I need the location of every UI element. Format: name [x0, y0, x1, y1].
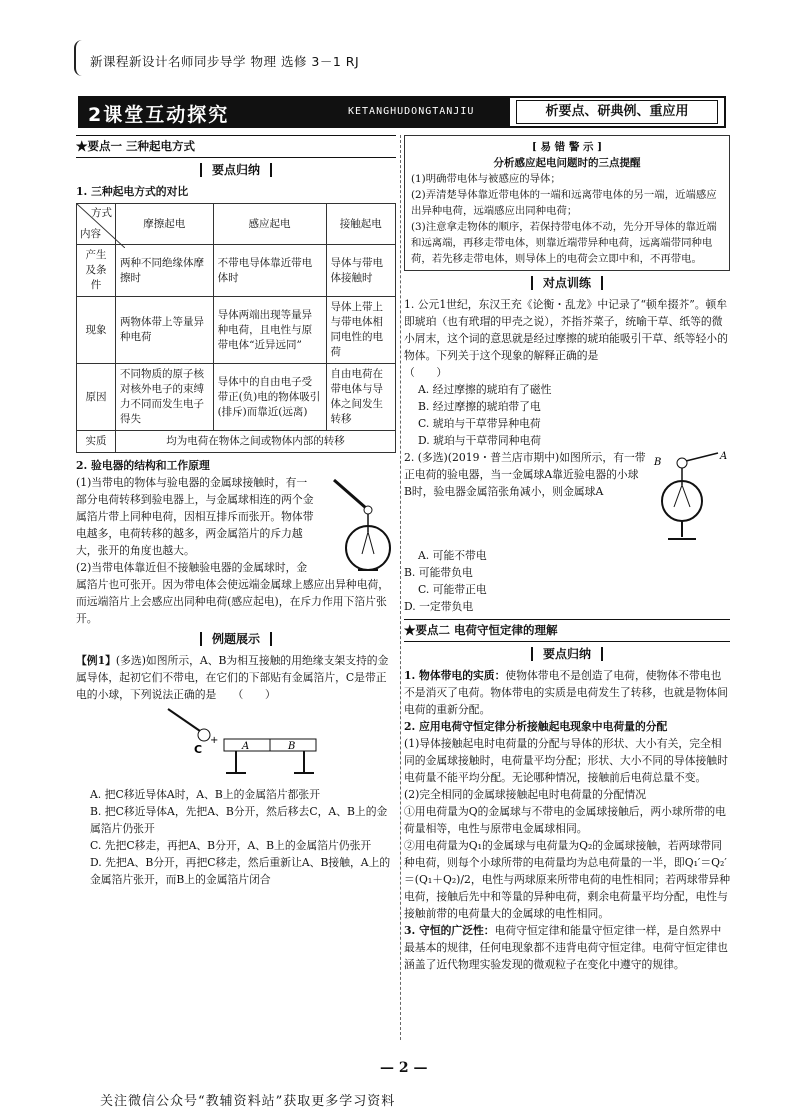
q2-option-d: D. 一定带负电 [404, 600, 474, 613]
q1-option-a: A. 经过摩擦的琥珀有了磁性 [418, 383, 552, 396]
heading-electroscope: 2. 验电器的结构和工作原理 [76, 459, 210, 472]
banner-slogan: 析要点、研典例、重应用 [516, 100, 718, 124]
fig-b-label: B [288, 741, 296, 752]
running-title: 新课程新设计名师同步导学 物理 选修 3－1 RJ [90, 54, 360, 69]
point-2d: ②用电荷量为Q₁的金属球与电荷量为Q₂的金属球接触，若两球带同种电荷，则每个小球所带的电荷量均为总电荷量的一半，即Q₁′＝Q₂′＝(Q₁＋Q₂)/2，电性与两球原来所带电荷的电性相同；若两球带异种电荷，接触后先中和等量的异种电荷，剩余电荷量平均分配，电性与接触前带的电荷量大的金属球的电性相同。 [404, 839, 731, 920]
table-col-header: 感应起电 [213, 204, 326, 245]
example-1-figure [76, 703, 396, 781]
fig2-a-label: A [720, 451, 728, 462]
comparison-table [76, 203, 396, 453]
warning-item: (3)注意拿走物体的顺序，若保持带电体不动，先分开导体的靠近端和远离端，再移走带电体，则靠近端带异种电荷，远离端带同种电荷，若先移走带电体，则导体上的电荷会立即中和，不再带电。 [411, 221, 717, 265]
electroscope-figure [322, 474, 396, 574]
left-column [76, 135, 396, 888]
table-cell: 不同物质的原子核对核外电子的束缚力不同而发生电子得失 [116, 364, 214, 431]
table-cell: 导体中的自由电子受带正(负)电的物体吸引(排斥)而靠近(远离) [213, 364, 326, 431]
question-1: 1. 公元1世纪，东汉王充《论衡・乱龙》中记录了“顿牟掇芥”。顿牟即琥珀（也有玳瑁的甲壳之说），芥指芥菜子，统喻干草、纸等的微小屑末，这个词的意思就是经过摩擦的琥珀能吸引干草、纸等轻小的物体。下列关于这个现象的解释正确的是 （ ） [404, 298, 728, 379]
point-2a: (1)导体接触起电时电荷量的分配与导体的形状、大小有关，完全相同的金属球接触时，电荷量平均分配；形状、大小不同的导体接触时电荷量不能平均分配。无论哪种情况，接触前后电荷总量不变。 [404, 737, 728, 784]
question-2-block [404, 449, 730, 500]
question-2: 2. (多选)(2019・普兰店市期中)如图所示，有一带正电荷的验电器，当一金属球A靠近验电器的小球B时，验电器金属箔张角减小，则金属球A [404, 451, 646, 498]
fig-a-label: A [242, 741, 250, 752]
point-3: 3. 守恒的广泛性：电荷守恒定律和能量守恒定律一样，是自然界中最基本的规律，任何电现象都不违背电荷守恒定律。电荷守恒定律也涵盖了近代物理实验发现的微观粒子在变化中遵守的规律。 [404, 924, 728, 971]
subheading-summary-1: 要点归纳 [76, 162, 396, 179]
table-cell: 两物体带上等量异种电荷 [116, 297, 214, 364]
point-2-heading: 2. 应用电荷守恒定律分析接触起电现象中电荷量的分配 [404, 720, 668, 733]
q1-option-c: C. 琥珀与干草带异种电荷 [418, 417, 541, 430]
point-1: 1. 物体带电的实质：使物体带电不是创造了电荷，使物体不带电也不是消灭了电荷。物体带电的实质是电荷发生了转移，也就是物体间电荷的重新分配。 [404, 669, 728, 716]
question-2-figure [650, 449, 730, 547]
electroscope-para-1: (1)当带电的物体与验电器的金属球接触时，有一部分电荷转移到验电器上，与金属球相连的两个金属箔片带上同种电荷，因相互排斥而张开。物体带电越多，电荷转移的越多，两金属箔片的斥力越大，张开的角度也越大。 [76, 476, 314, 557]
point-2b: (2)完全相同的金属球接触起电时电荷量的分配情况 [404, 788, 647, 801]
electroscope-para-2: (2)当带电体靠近但不接触验电器的金属球时，金属箔片也可张开。因为带电体会使远端金属球上感应出异种电荷，而远端箔片上会感应出同种电荷(感应起电)，在斥力作用下箔片张开。 [76, 561, 390, 625]
table-cell: 导体与带电体接触时 [326, 245, 396, 297]
header-curl-decoration [74, 40, 84, 76]
key-point-1-title: ★要点一 三种起电方式 [76, 135, 396, 158]
section-banner [78, 96, 726, 128]
warning-item: (1)明确带电体与被感应的导体； [411, 173, 561, 185]
table-row-header: 现象 [77, 297, 116, 364]
mistake-warning-box [404, 135, 730, 271]
warning-item: (2)弄清楚导体靠近带电体的一端和远离带电体的另一端，近端感应出异种电荷，远端感应出同种电荷； [411, 189, 717, 217]
example-question: (多选)如图所示，A、B为相互接触的用绝缘支架支持的金属导体，起初它们不带电，在它们的下部贴有金属箔片，C是带正电的小球，下列说法正确的是 （ ） [76, 654, 389, 701]
table-row [77, 431, 396, 453]
q2-option-c: C. 可能带正电 [418, 583, 487, 596]
footer-note: 关注微信公众号“教辅资料站”获取更多学习资料 [100, 1094, 396, 1109]
q2-option-a: A. 可能不带电 [418, 549, 487, 562]
example-option-a: A. 把C移近导体A时，A、B上的金属箔片都张开 [90, 788, 320, 801]
electroscope-block [76, 474, 396, 559]
subheading-examples: 例题展示 [76, 631, 396, 648]
table-header-row [77, 204, 396, 245]
right-column [404, 135, 730, 973]
table-cell: 不带电导体靠近带电体时 [213, 245, 326, 297]
table-cell: 自由电荷在带电体与导体之间发生转移 [326, 364, 396, 431]
banner-pinyin: KETANGHUDONGTANJIU [348, 106, 475, 117]
table-row [77, 297, 396, 364]
table-cell-essence: 均为电荷在物体之间或物体内部的转移 [116, 431, 396, 453]
warning-head: [ 易 错 警 示 ] [531, 141, 603, 153]
fig-plus-label: + [210, 735, 219, 746]
banner-title: 2课堂互动探究 [88, 104, 230, 126]
point-2c: ①用电荷量为Q的金属球与不带电的金属球接触后，两小球所带的电荷量相等，电性与原带电金属球相同。 [404, 805, 726, 835]
subheading-summary-2: 要点归纳 [404, 646, 730, 663]
table-col-header: 摩擦起电 [116, 204, 214, 245]
warning-title: 分析感应起电问题时的三点提醒 [493, 157, 641, 169]
subheading-training: 对点训练 [404, 275, 730, 292]
q1-option-b: B. 经过摩擦的琥珀带了电 [418, 400, 541, 413]
page-number: — 2 — [380, 1060, 428, 1076]
q2-options [404, 547, 730, 615]
example-option-d: D. 先把A、B分开，再把C移走，然后重新让A、B接触，A上的金属箔片张开，而B上的金属箔片闭合 [90, 856, 391, 886]
example-1 [76, 652, 396, 703]
table-cell: 导体上带上与带电体相同电性的电荷 [326, 297, 396, 364]
column-divider [400, 135, 401, 1040]
table-cell: 导体两端出现等量异种电荷，且电性与原带电体“近异远同” [213, 297, 326, 364]
key-point-2-title: ★要点二 电荷守恒定律的理解 [404, 619, 730, 642]
q2-option-b: B. 可能带负电 [404, 566, 473, 579]
fig2-b-label: B [654, 457, 662, 468]
table-row-header: 实质 [77, 431, 116, 453]
fig-c-label: C [194, 743, 203, 756]
banner-black-block [80, 98, 510, 126]
example-label: 【例1】 [76, 654, 116, 667]
table-row [77, 245, 396, 297]
heading-comparison: 1. 三种起电方式的对比 [76, 185, 189, 198]
table-cell: 两种不同绝缘体摩擦时 [116, 245, 214, 297]
table-row [77, 364, 396, 431]
example-option-c: C. 先把C移走，再把A、B分开，A、B上的金属箔片仍张开 [90, 839, 372, 852]
example-option-b: B. 把C移近导体A，先把A、B分开，然后移去C，A、B上的金属箔片仍张开 [90, 805, 388, 835]
table-row-header: 产生及条件 [77, 245, 116, 297]
table-col-header: 接触起电 [326, 204, 396, 245]
q1-option-d: D. 琥珀与干草带同种电荷 [418, 434, 542, 447]
table-row-header: 原因 [77, 364, 116, 431]
corner-bottom-label: 内容 [80, 228, 101, 240]
table-corner-cell [77, 204, 116, 245]
corner-top-label: 方式 [91, 207, 112, 219]
